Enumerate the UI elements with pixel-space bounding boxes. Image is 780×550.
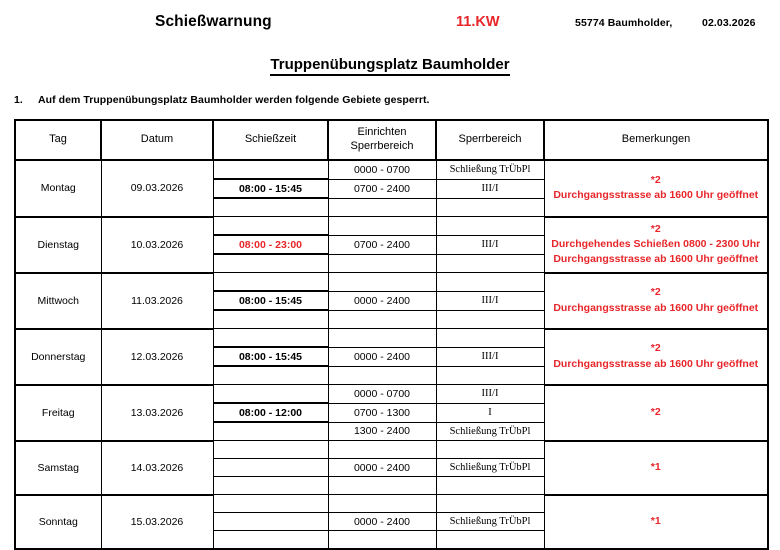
cell-sperrbereich [436, 310, 544, 329]
table-header [15, 120, 768, 160]
cell-remarks [544, 217, 768, 273]
cell-sperrbereich [436, 495, 544, 513]
cell-day: Dienstag [15, 217, 101, 273]
cell-day: Donnerstag [15, 329, 101, 385]
cell-day: Mittwoch [15, 273, 101, 329]
cell-firing-time [213, 495, 328, 513]
column-header-schiesszeit: Schießzeit [213, 120, 328, 160]
cell-sperrbereich: Schließung TrÜbPl [436, 459, 544, 477]
cell-firing-time [213, 459, 328, 477]
cell-firing-time [213, 217, 328, 236]
cell-date: 15.03.2026 [101, 495, 213, 550]
cell-einrichten-sperrbereich: 0700 - 2400 [328, 179, 436, 198]
cell-einrichten-sperrbereich: 0000 - 0700 [328, 385, 436, 404]
cell-day: Sonntag [15, 495, 101, 550]
intro-paragraph [14, 94, 430, 106]
cell-firing-time: 08:00 - 15:45 [213, 347, 328, 366]
cell-firing-time [213, 273, 328, 292]
cell-date: 14.03.2026 [101, 441, 213, 495]
cell-date: 13.03.2026 [101, 385, 213, 441]
cell-sperrbereich [436, 477, 544, 495]
cell-firing-time [213, 160, 328, 179]
cell-firing-time [213, 254, 328, 273]
remark-note: Durchgangsstrasse ab 1600 Uhr geöffnet [553, 189, 759, 202]
cell-firing-time [213, 366, 328, 385]
remark-footnote-marker: *2 [650, 342, 661, 355]
cell-firing-time [213, 385, 328, 404]
training-area-name: Truppenübungsplatz Baumholder [270, 56, 509, 76]
cell-sperrbereich [436, 366, 544, 385]
remark-footnote-marker: *2 [650, 222, 661, 235]
cell-sperrbereich: Schließung TrÜbPl [436, 422, 544, 441]
remark-footnote-marker: *2 [650, 405, 661, 418]
cell-einrichten-sperrbereich: 0700 - 1300 [328, 403, 436, 422]
cell-sperrbereich: Schließung TrÜbPl [436, 513, 544, 531]
cell-firing-time [213, 441, 328, 459]
cell-firing-time [213, 531, 328, 550]
table-row [15, 329, 768, 348]
page-title: Schießwarnung [155, 13, 272, 30]
table-row [15, 160, 768, 179]
cell-day: Freitag [15, 385, 101, 441]
cell-einrichten-sperrbereich [328, 310, 436, 329]
cell-sperrbereich: III/I [436, 385, 544, 404]
cell-einrichten-sperrbereich: 0000 - 2400 [328, 347, 436, 366]
remark-note: Durchgehendes Schießen 0800 - 2300 Uhr [551, 237, 761, 250]
column-header-bemerkungen: Bemerkungen [544, 120, 768, 160]
cell-remarks [544, 385, 768, 441]
intro-list-number: 1. [14, 94, 23, 106]
cell-einrichten-sperrbereich [328, 273, 436, 292]
cell-sperrbereich: III/I [436, 291, 544, 310]
remark-footnote-marker: *1 [650, 460, 661, 473]
cell-einrichten-sperrbereich [328, 366, 436, 385]
cell-einrichten-sperrbereich [328, 477, 436, 495]
cell-remarks [544, 273, 768, 329]
remark-note: Durchgangsstrasse ab 1600 Uhr geöffnet [553, 357, 759, 370]
cell-einrichten-sperrbereich [328, 254, 436, 273]
cell-einrichten-sperrbereich [328, 329, 436, 348]
firing-schedule-table [14, 119, 769, 550]
cell-einrichten-sperrbereich: 1300 - 2400 [328, 422, 436, 441]
remark-note: Durchgangsstrasse ab 1600 Uhr geöffnet [553, 253, 759, 266]
cell-sperrbereich [436, 329, 544, 348]
cell-firing-time: 08:00 - 12:00 [213, 403, 328, 422]
cell-einrichten-sperrbereich [328, 441, 436, 459]
cell-sperrbereich [436, 441, 544, 459]
cell-firing-time [213, 329, 328, 348]
table-row [15, 495, 768, 513]
cell-firing-time: 08:00 - 23:00 [213, 235, 328, 254]
remark-note: Durchgangsstrasse ab 1600 Uhr geöffnet [553, 301, 759, 314]
cell-einrichten-sperrbereich: 0000 - 0700 [328, 160, 436, 179]
column-header-einrichten-line1: Einrichten [357, 126, 407, 139]
training-area-subtitle [0, 56, 780, 73]
remark-footnote-marker: *1 [650, 515, 661, 528]
cell-remarks [544, 160, 768, 217]
cell-einrichten-sperrbereich [328, 217, 436, 236]
cell-firing-time [213, 477, 328, 495]
cell-einrichten-sperrbereich [328, 495, 436, 513]
cell-day: Samstag [15, 441, 101, 495]
cell-sperrbereich [436, 531, 544, 550]
cell-remarks [544, 329, 768, 385]
cell-firing-time [213, 310, 328, 329]
cell-einrichten-sperrbereich [328, 531, 436, 550]
cell-sperrbereich [436, 217, 544, 236]
cell-firing-time [213, 513, 328, 531]
cell-remarks [544, 495, 768, 550]
cell-sperrbereich: III/I [436, 347, 544, 366]
cell-firing-time [213, 422, 328, 441]
cell-sperrbereich: I [436, 403, 544, 422]
cell-sperrbereich: Schließung TrÜbPl [436, 160, 544, 179]
intro-text: Auf dem Truppenübungsplatz Baumholder werden folgende Gebiete gesperrt. [38, 94, 430, 106]
cell-date: 12.03.2026 [101, 329, 213, 385]
column-header-einrichten-line2: Sperrbereich [350, 140, 414, 152]
cell-einrichten-sperrbereich [328, 198, 436, 217]
cell-sperrbereich [436, 254, 544, 273]
cell-einrichten-sperrbereich: 0000 - 2400 [328, 459, 436, 477]
table-row [15, 273, 768, 292]
cell-firing-time: 08:00 - 15:45 [213, 291, 328, 310]
column-header-tag: Tag [15, 120, 101, 160]
table-body [15, 160, 768, 549]
cell-sperrbereich: III/I [436, 179, 544, 198]
column-header-einrichten-sperrbereich [328, 120, 436, 160]
remark-footnote-marker: *2 [650, 286, 661, 299]
cell-date: 10.03.2026 [101, 217, 213, 273]
issue-date: 02.03.2026 [702, 17, 756, 29]
column-header-datum: Datum [101, 120, 213, 160]
cell-einrichten-sperrbereich: 0000 - 2400 [328, 513, 436, 531]
table-header-row [15, 120, 768, 160]
cell-einrichten-sperrbereich: 0700 - 2400 [328, 235, 436, 254]
cell-einrichten-sperrbereich: 0000 - 2400 [328, 291, 436, 310]
table-row [15, 441, 768, 459]
cell-firing-time: 08:00 - 15:45 [213, 179, 328, 198]
cell-sperrbereich [436, 198, 544, 217]
cell-day: Montag [15, 160, 101, 217]
table-row [15, 385, 768, 404]
remark-footnote-marker: *2 [650, 174, 661, 187]
calendar-week-badge: 11.KW [456, 14, 500, 30]
cell-date: 11.03.2026 [101, 273, 213, 329]
cell-sperrbereich: III/I [436, 235, 544, 254]
schedule-table-wrapper [14, 119, 767, 550]
cell-sperrbereich [436, 273, 544, 292]
document-header [0, 0, 780, 44]
location-text: 55774 Baumholder, [575, 17, 673, 29]
cell-firing-time [213, 198, 328, 217]
cell-date: 09.03.2026 [101, 160, 213, 217]
cell-remarks [544, 441, 768, 495]
table-row [15, 217, 768, 236]
column-header-sperrbereich: Sperrbereich [436, 120, 544, 160]
